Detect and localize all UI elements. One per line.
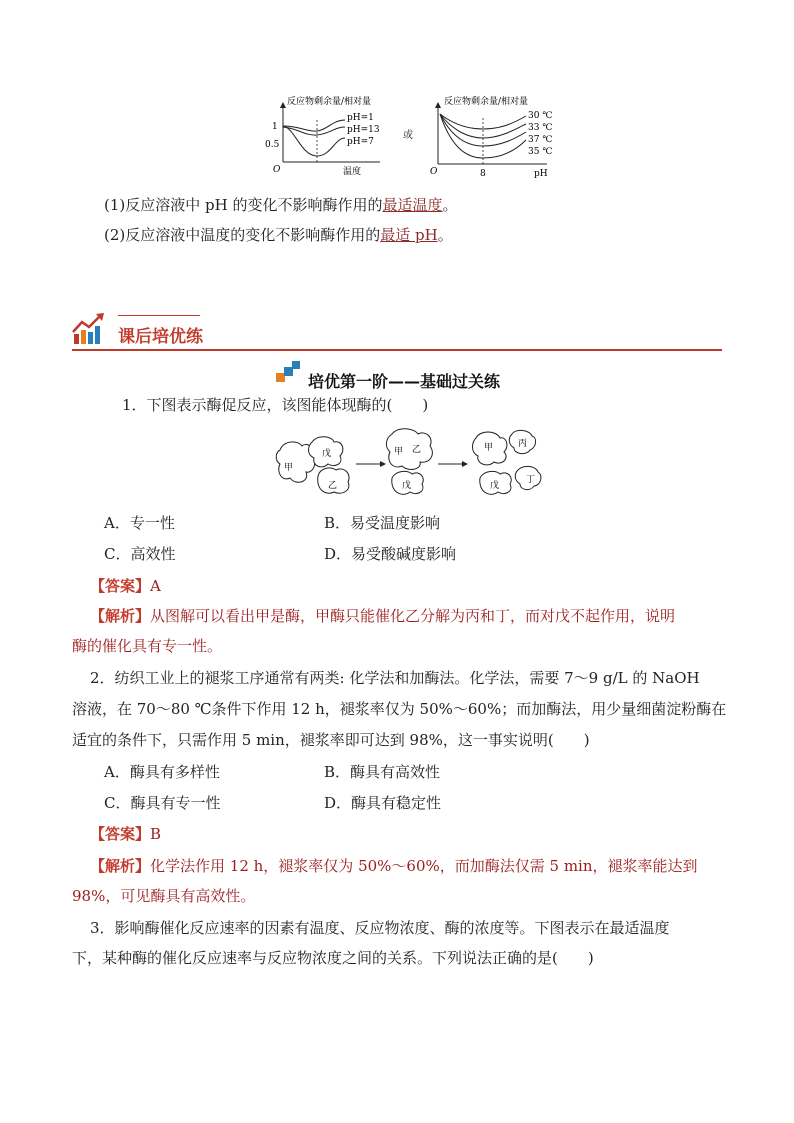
chart-left-origin: O: [273, 165, 281, 175]
q2-stem-line-1: 2．纺织工业上的褪浆工序通常有两类: 化学法和加酶法。化学法，需要 7～9 g/L 的 NaOH: [90, 669, 700, 687]
q3-stem-line-2: 下，某种酶的催化反应速率与反应物浓度之间的关系。下列说法正确的是( ): [72, 949, 594, 967]
note-2-end: 。: [437, 226, 453, 244]
chart-right-curve-3: 37 ℃: [528, 135, 553, 145]
note-1-underlined: 最适温度: [382, 196, 443, 214]
chart-right-origin: O: [430, 167, 438, 177]
q2-option-a: A．酶具有多样性: [104, 763, 220, 781]
section-divider: [72, 349, 722, 351]
note-1-end: 。: [442, 196, 458, 214]
chart-right: [422, 94, 562, 180]
q1-explanation: [90, 606, 675, 626]
q1-expl-tag: 【解析】: [90, 607, 151, 625]
q1-fig-h: 丙: [518, 439, 528, 449]
q1-answer: [90, 576, 161, 596]
q1-option-a: A．专一性: [104, 514, 175, 532]
chart-left-ylabel: 反应物剩余量/相对量: [287, 97, 372, 107]
chart-left-ytick-2: 0.5: [265, 140, 280, 150]
chart-right-curve-1: 30 ℃: [528, 111, 553, 121]
chart-right-ylabel: 反应物剩余量/相对量: [444, 97, 529, 107]
q1-stem: 1．下图表示酶促反应，该图能体现酶的( ): [122, 396, 429, 414]
chart-connector: 或: [403, 130, 413, 141]
q1-fig-j: 丁: [526, 475, 536, 485]
q2-answer: [90, 824, 161, 844]
section-subtitle: 培优第一阶——基础过关练: [308, 372, 501, 391]
q1-option-c: C．高效性: [104, 545, 176, 563]
chart-right-curve-4: 35 ℃: [528, 147, 553, 157]
note-2-underlined: 最适 pH: [380, 226, 438, 244]
q1-option-b: B．易受温度影响: [324, 514, 441, 532]
q1-option-d: D．易受酸碱度影响: [324, 545, 457, 563]
q1-fig-a: 甲: [284, 463, 294, 473]
q1-fig-c: 乙: [328, 481, 338, 491]
chart-right-xlabel: pH: [534, 169, 548, 179]
chart-right-curve-2: 33 ℃: [528, 123, 553, 133]
q1-fig-g: 甲: [484, 443, 494, 453]
q1-fig-e: 乙: [412, 445, 422, 455]
q2-expl-line-1: 化学法作用 12 h，褪浆率仅为 50%～60%，而加酶法仅需 5 min，褪浆率能达到: [150, 857, 698, 875]
chart-left-curve-3: pH=7: [347, 137, 374, 147]
chart-left: [265, 94, 385, 178]
q1-fig-i: 戊: [490, 481, 500, 491]
chart-left-ytick-1: 1: [272, 122, 278, 132]
chart-right-xtick: 8: [480, 169, 486, 179]
q1-expl-line-1: 从图解可以看出甲是酶，甲酶只能催化乙分解为丙和丁，而对戊不起作用，说明: [150, 607, 676, 625]
q1-fig-f: 戊: [402, 481, 412, 491]
chart-left-curve-1: pH=1: [347, 113, 374, 123]
q2-answer-value: B: [150, 825, 162, 843]
q2-explanation-cont: 98%，可见酶具有高效性。: [72, 887, 256, 905]
q2-option-d: D．酶具有稳定性: [324, 794, 442, 812]
q2-option-b: B．酶具有高效性: [324, 763, 441, 781]
growth-chart-icon: [72, 312, 106, 346]
section-top-rule: [118, 315, 200, 316]
q2-option-c: C．酶具有专一性: [104, 794, 221, 812]
note-2: [104, 225, 453, 245]
q1-fig-b: 戊: [322, 449, 332, 459]
q3-stem-line-1: 3．影响酶催化反应速率的因素有温度、反应物浓度、酶的浓度等。下图表示在最适温度: [90, 919, 670, 937]
note-2-text: (2)反应溶液中温度的变化不影响酶作用的: [104, 226, 381, 244]
note-1: [104, 195, 458, 215]
chart-left-curve-2: pH=13: [347, 125, 380, 135]
curve-ph7: [283, 126, 345, 156]
q1-explanation-cont: 酶的催化具有专一性。: [72, 637, 223, 655]
steps-icon: [275, 359, 301, 385]
enzyme-reaction-figure: [274, 424, 546, 502]
q1-answer-value: A: [150, 577, 161, 595]
section-title: 课后培优练: [118, 327, 203, 347]
note-1-text: (1)反应溶液中 pH 的变化不影响酶作用的: [104, 196, 383, 214]
q2-answer-tag: 【答案】: [90, 825, 151, 843]
chart-left-xlabel: 温度: [343, 167, 362, 177]
q2-explanation: [90, 856, 698, 876]
q2-expl-tag: 【解析】: [90, 857, 151, 875]
q2-stem-line-2: 溶液，在 70～80 ℃条件下作用 12 h，褪浆率仅为 50%～60%；而加酶法，用少量细菌淀粉酶在: [72, 700, 727, 718]
q2-stem-line-3: 适宜的条件下，只需作用 5 min，褪浆率即可达到 98%，这一事实说明( ): [72, 731, 590, 749]
q1-answer-tag: 【答案】: [90, 577, 151, 595]
q1-fig-d: 甲: [394, 447, 404, 457]
